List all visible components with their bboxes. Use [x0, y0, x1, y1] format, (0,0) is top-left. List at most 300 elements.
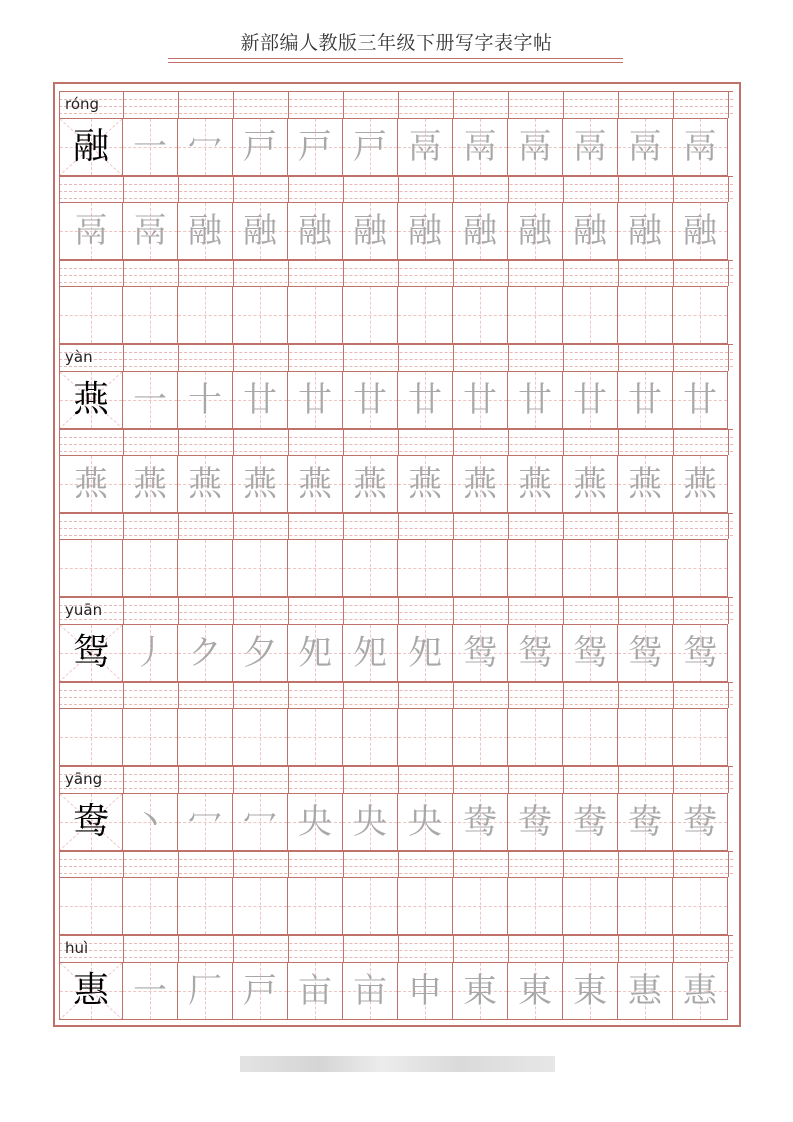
column-line [398, 345, 399, 371]
tracing-cell [177, 793, 233, 851]
stroke-step: 融 [628, 211, 662, 251]
column-line [343, 92, 344, 118]
column-line [178, 345, 179, 371]
column-line [508, 92, 509, 118]
column-line [233, 177, 234, 202]
column-line [673, 177, 674, 202]
column-line [59, 936, 60, 962]
practice-sheet [53, 82, 741, 1027]
stroke-step: 央 [408, 802, 442, 842]
tracing-cell [672, 455, 728, 513]
column-line [288, 683, 289, 708]
tracing-cell [617, 539, 673, 597]
tracing-cell [122, 371, 178, 429]
title-underline-bottom [168, 62, 623, 63]
stroke-step: 東 [518, 971, 552, 1011]
tracing-cell [452, 624, 508, 682]
guide-line [59, 444, 733, 445]
tracing-cell [507, 708, 563, 766]
stroke-step: 融 [463, 211, 497, 251]
stroke-step: 夗 [353, 633, 387, 673]
column-line [453, 177, 454, 202]
stroke-step: 一 [133, 971, 167, 1011]
tracing-cell [397, 793, 453, 851]
column-line [398, 92, 399, 118]
tracing-cell [287, 539, 343, 597]
character-row [59, 286, 733, 344]
stroke-step: 燕 [74, 464, 108, 504]
guide-line [59, 943, 733, 944]
tracing-cell [232, 371, 288, 429]
guide-line [59, 704, 733, 705]
tracing-cell [342, 793, 398, 851]
column-line [618, 92, 619, 118]
column-line [343, 177, 344, 202]
stroke-step: 燕 [188, 464, 222, 504]
stroke-step: 廿 [353, 380, 387, 420]
column-line [398, 683, 399, 708]
guide-line [59, 275, 733, 276]
stroke-step: 廿 [463, 380, 497, 420]
guide-line [59, 859, 733, 860]
stroke-step: 鸯 [518, 802, 552, 842]
tracing-cell [452, 877, 508, 935]
stroke-step: 廿 [628, 380, 662, 420]
column-line [288, 767, 289, 793]
column-line [59, 852, 60, 877]
stroke-step: 燕 [133, 464, 167, 504]
tracing-cell [177, 286, 233, 344]
column-line [288, 177, 289, 202]
stroke-step: 鬲 [408, 127, 442, 167]
spacer-row [59, 429, 733, 455]
model-character-cell [59, 793, 123, 851]
stroke-step: 夗 [408, 633, 442, 673]
model-character: 惠 [72, 970, 109, 1011]
guide-line [59, 437, 733, 438]
stroke-step: 鸳 [573, 633, 607, 673]
tracing-cell [177, 539, 233, 597]
tracing-cell [287, 371, 343, 429]
guide-line [59, 99, 733, 100]
stroke-step: 燕 [408, 464, 442, 504]
guide-line [59, 198, 733, 199]
stroke-step: 鸯 [573, 802, 607, 842]
guide-line [59, 781, 733, 782]
character-row [59, 962, 733, 1020]
tracing-cell [452, 202, 508, 260]
tracing-cell [672, 962, 728, 1020]
pinyin-row [59, 597, 733, 624]
tracing-cell [617, 877, 673, 935]
tracing-cell [452, 371, 508, 429]
guide-line [59, 359, 733, 360]
column-line [508, 514, 509, 539]
column-line [123, 683, 124, 708]
column-line [673, 430, 674, 455]
stroke-step: 厂 [188, 971, 222, 1011]
column-line [123, 767, 124, 793]
column-line [178, 683, 179, 708]
model-character-cell [59, 371, 123, 429]
stroke-step: 融 [518, 211, 552, 251]
column-line [59, 514, 60, 539]
column-line [673, 345, 674, 371]
column-line [233, 514, 234, 539]
tracing-cell [397, 539, 453, 597]
character-row [59, 371, 733, 429]
stroke-step: 融 [188, 211, 222, 251]
column-line [343, 767, 344, 793]
tracing-cell [122, 962, 178, 1020]
guide-line [59, 521, 733, 522]
stroke-step: 冖 [188, 802, 222, 842]
tracing-cell [617, 371, 673, 429]
stroke-step: 一 [133, 127, 167, 167]
stroke-step: 融 [683, 211, 717, 251]
column-line [453, 598, 454, 624]
column-line [673, 598, 674, 624]
column-line [59, 92, 60, 118]
column-line [508, 261, 509, 286]
guide-line [59, 528, 733, 529]
tracing-cell [617, 793, 673, 851]
guide-line [59, 366, 733, 367]
stroke-step: 夕 [243, 633, 277, 673]
tracing-cell [232, 877, 288, 935]
tracing-cell [562, 793, 618, 851]
tracing-cell [232, 202, 288, 260]
stroke-step: 燕 [573, 464, 607, 504]
column-line [233, 430, 234, 455]
column-line [453, 345, 454, 371]
stroke-step: 鬲 [683, 127, 717, 167]
tracing-cell [507, 962, 563, 1020]
column-line [618, 767, 619, 793]
tracing-cell [672, 793, 728, 851]
column-line [123, 261, 124, 286]
stroke-step: 燕 [463, 464, 497, 504]
column-line [618, 852, 619, 877]
tracing-cell [397, 371, 453, 429]
tracing-cell [617, 118, 673, 176]
tracing-cell [342, 118, 398, 176]
title-underline-top [168, 58, 623, 59]
column-line [59, 767, 60, 793]
tracing-cell [287, 793, 343, 851]
character-row [59, 624, 733, 682]
tracing-cell [672, 624, 728, 682]
tracing-cell [562, 455, 618, 513]
tracing-cell [342, 371, 398, 429]
column-line [123, 514, 124, 539]
tracing-cell [672, 539, 728, 597]
column-line [178, 767, 179, 793]
column-line [508, 683, 509, 708]
stroke-step: 鸳 [463, 633, 497, 673]
column-line [343, 852, 344, 877]
tracing-cell [562, 624, 618, 682]
tracing-cell [122, 202, 178, 260]
column-line [453, 261, 454, 286]
stroke-step: 廿 [298, 380, 332, 420]
stroke-step: 戸 [353, 127, 387, 167]
column-line [728, 177, 729, 202]
column-line [123, 430, 124, 455]
column-line [618, 430, 619, 455]
model-character: 融 [72, 126, 109, 167]
stroke-step: 鬲 [628, 127, 662, 167]
tracing-cell [397, 202, 453, 260]
column-line [288, 598, 289, 624]
stroke-step: 鸯 [683, 802, 717, 842]
stroke-step: 丶 [133, 802, 167, 842]
tracing-cell [397, 877, 453, 935]
tracing-cell [177, 455, 233, 513]
character-row [59, 793, 733, 851]
column-line [288, 852, 289, 877]
column-line [728, 683, 729, 708]
guide-line [59, 697, 733, 698]
column-line [508, 852, 509, 877]
stroke-step: 燕 [683, 464, 717, 504]
column-line [398, 430, 399, 455]
guide-line [59, 605, 733, 606]
character-row [59, 877, 733, 935]
tracing-cell [452, 708, 508, 766]
tracing-cell [562, 962, 618, 1020]
tracing-cell [342, 539, 398, 597]
tracing-cell [122, 793, 178, 851]
stroke-step: 東 [573, 971, 607, 1011]
column-line [673, 514, 674, 539]
column-line [178, 92, 179, 118]
stroke-step: 燕 [298, 464, 332, 504]
tracing-cell [287, 202, 343, 260]
tracing-cell [122, 286, 178, 344]
column-line [508, 936, 509, 962]
spacer-row [59, 682, 733, 708]
column-line [288, 261, 289, 286]
column-line [233, 767, 234, 793]
tracing-cell [177, 371, 233, 429]
stroke-step: 東 [463, 971, 497, 1011]
model-character: 燕 [72, 379, 109, 420]
column-line [728, 767, 729, 793]
pinyin-label: yāng [65, 770, 103, 788]
guide-line [59, 950, 733, 951]
column-line [508, 598, 509, 624]
column-line [343, 683, 344, 708]
spacer-row [59, 851, 733, 877]
column-line [508, 430, 509, 455]
model-character-cell [59, 962, 123, 1020]
tracing-cell [507, 793, 563, 851]
column-line [398, 767, 399, 793]
pinyin-row [59, 344, 733, 371]
column-line [728, 852, 729, 877]
column-line [618, 514, 619, 539]
tracing-cell [672, 118, 728, 176]
column-line [343, 430, 344, 455]
stroke-step: 燕 [518, 464, 552, 504]
guide-line [59, 268, 733, 269]
column-line [453, 767, 454, 793]
column-line [343, 598, 344, 624]
stroke-step: 融 [298, 211, 332, 251]
column-line [563, 767, 564, 793]
column-line [673, 936, 674, 962]
tracing-cell [617, 202, 673, 260]
tracing-cell [562, 877, 618, 935]
tracing-cell [342, 708, 398, 766]
column-line [618, 177, 619, 202]
stroke-step: 廿 [683, 380, 717, 420]
tracing-cell [397, 118, 453, 176]
guide-line [59, 535, 733, 536]
tracing-cell [342, 455, 398, 513]
stroke-step: 央 [298, 802, 332, 842]
guide-line [59, 690, 733, 691]
tracing-cell [232, 962, 288, 1020]
column-line [59, 177, 60, 202]
column-line [398, 936, 399, 962]
tracing-cell [562, 202, 618, 260]
column-line [178, 177, 179, 202]
guide-line [59, 451, 733, 452]
column-line [233, 936, 234, 962]
column-line [728, 92, 729, 118]
model-character: 鸳 [72, 632, 109, 673]
tracing-cell [122, 455, 178, 513]
stroke-step: 鬲 [518, 127, 552, 167]
column-line [563, 852, 564, 877]
column-line [288, 514, 289, 539]
column-line [233, 345, 234, 371]
tracing-cell [562, 539, 618, 597]
tracing-cell [122, 624, 178, 682]
stroke-step: 惠 [628, 971, 662, 1011]
stroke-step: 戸 [298, 127, 332, 167]
column-line [508, 177, 509, 202]
column-line [123, 92, 124, 118]
tracing-cell [562, 708, 618, 766]
practice-grid [59, 91, 733, 1020]
tracing-cell [59, 286, 123, 344]
tracing-cell [507, 624, 563, 682]
tracing-cell [59, 539, 123, 597]
stroke-step: 鸳 [628, 633, 662, 673]
column-line [563, 683, 564, 708]
tracing-cell [672, 286, 728, 344]
spacer-row [59, 176, 733, 202]
tracing-cell [507, 455, 563, 513]
pinyin-row [59, 935, 733, 962]
guide-line [59, 282, 733, 283]
column-line [288, 345, 289, 371]
column-line [618, 345, 619, 371]
stroke-step: 鸯 [463, 802, 497, 842]
character-row [59, 708, 733, 766]
spacer-row [59, 260, 733, 286]
guide-line [59, 957, 733, 958]
tracing-cell [287, 118, 343, 176]
column-line [673, 852, 674, 877]
column-line [453, 852, 454, 877]
stroke-step: 融 [573, 211, 607, 251]
guide-line [59, 184, 733, 185]
tracing-cell [507, 371, 563, 429]
tracing-cell [617, 962, 673, 1020]
model-character-cell [59, 624, 123, 682]
column-line [563, 261, 564, 286]
column-line [233, 852, 234, 877]
column-line [59, 345, 60, 371]
column-line [398, 598, 399, 624]
column-line [618, 683, 619, 708]
column-line [288, 936, 289, 962]
tracing-cell [232, 793, 288, 851]
tracing-cell [617, 624, 673, 682]
column-line [233, 92, 234, 118]
tracing-cell [617, 708, 673, 766]
column-line [123, 177, 124, 202]
tracing-cell [507, 118, 563, 176]
column-line [178, 514, 179, 539]
stroke-step: 燕 [243, 464, 277, 504]
tracing-cell [452, 118, 508, 176]
stroke-step: 廿 [573, 380, 607, 420]
column-line [233, 598, 234, 624]
tracing-cell [672, 877, 728, 935]
column-line [343, 261, 344, 286]
column-line [398, 852, 399, 877]
column-line [453, 430, 454, 455]
blurred-watermark [240, 1056, 555, 1072]
stroke-step: 戸 [243, 971, 277, 1011]
column-line [508, 345, 509, 371]
stroke-step: 融 [408, 211, 442, 251]
guide-line [59, 612, 733, 613]
tracing-cell [177, 624, 233, 682]
tracing-cell [287, 708, 343, 766]
column-line [59, 261, 60, 286]
column-line [343, 345, 344, 371]
page-title: 新部编人教版三年级下册写字表字帖 [240, 32, 553, 54]
column-line [453, 514, 454, 539]
column-line [728, 345, 729, 371]
tracing-cell [177, 118, 233, 176]
tracing-cell [397, 708, 453, 766]
tracing-cell [507, 539, 563, 597]
tracing-cell [562, 286, 618, 344]
tracing-cell [617, 455, 673, 513]
stroke-step: 戸 [243, 127, 277, 167]
guide-line [59, 788, 733, 789]
column-line [563, 598, 564, 624]
column-line [453, 936, 454, 962]
column-line [728, 514, 729, 539]
tracing-cell [672, 202, 728, 260]
column-line [728, 261, 729, 286]
stroke-step: 央 [353, 802, 387, 842]
column-line [123, 936, 124, 962]
column-line [618, 936, 619, 962]
stroke-step: 惠 [683, 971, 717, 1011]
column-line [563, 936, 564, 962]
stroke-step: 鬲 [573, 127, 607, 167]
column-line [59, 430, 60, 455]
